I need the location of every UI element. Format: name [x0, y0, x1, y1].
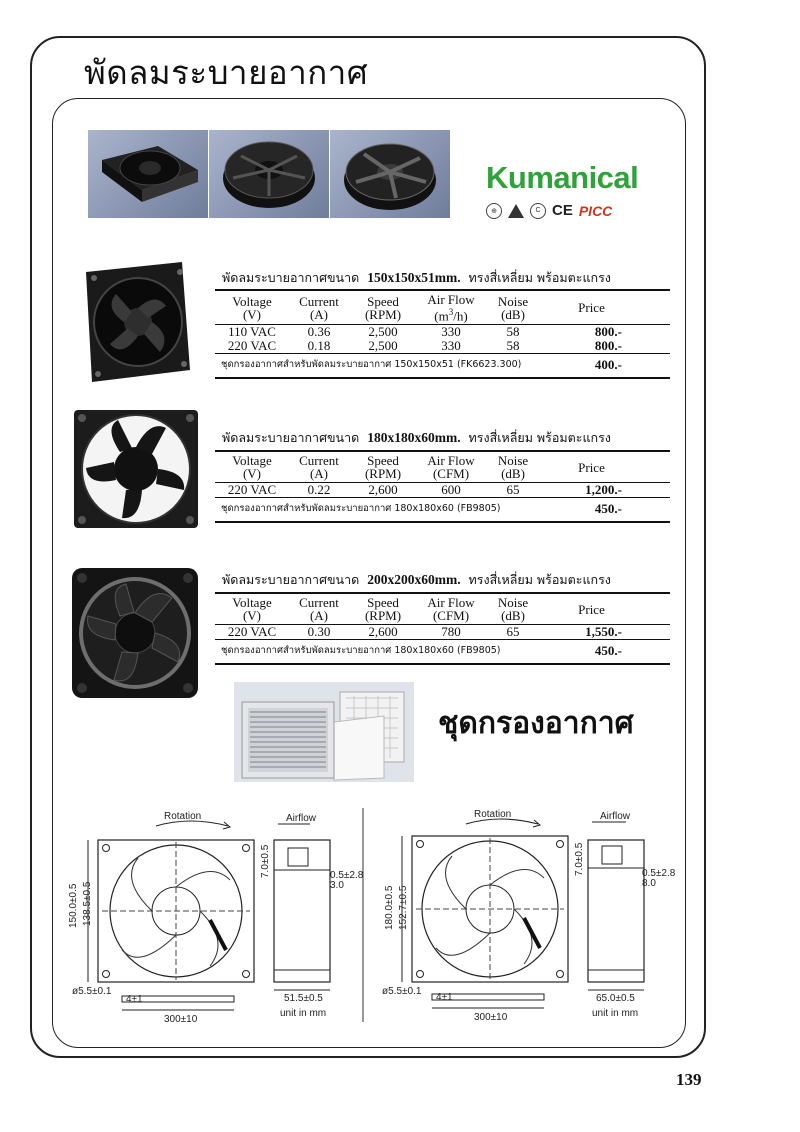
rotation-label: Rotation [474, 809, 512, 820]
fan-photo-200 [68, 564, 202, 702]
filter-kit-heading: ชุดกรองอากาศ [438, 706, 634, 741]
hole-diameter: ø5.5±0.1 [382, 986, 422, 997]
filter-accessory-row: ชุดกรองอากาศสำหรับพัดลมระบายอากาศ 180x180x60 (FB9805) 450.- [215, 498, 670, 523]
technical-drawings [60, 800, 680, 1030]
ce-mark: CE [552, 202, 573, 219]
rotation-label: Rotation [164, 811, 202, 822]
spec-table-180 [215, 450, 670, 523]
col-speed: Speed (RPM) [364, 453, 402, 481]
fan-photo-180 [70, 406, 202, 532]
depth-dimension: 51.5±0.5 [284, 993, 323, 1004]
col-current: Current (A) [299, 595, 339, 623]
col-voltage: Voltage (V) [232, 293, 272, 322]
drawing-150 [68, 811, 364, 1025]
col-voltage: Voltage (V) [232, 595, 272, 623]
filter-accessory-row: ชุดกรองอากาศสำหรับพัดลมระบายอากาศ 150x150x51 (FK6623.300) 400.- [215, 354, 670, 379]
col-price: Price [578, 300, 605, 316]
product-title-prefix: พัดลมระบายอากาศขนาด [222, 270, 360, 285]
fan-photo-square [88, 130, 208, 218]
filter-accessory-row: ชุดกรองอากาศสำหรับพัดลมระบายอากาศ 180x180x60 (FB9805) 450.- [215, 640, 670, 665]
lead-label: 4±1 [436, 992, 453, 1003]
col-noise: Noise (dB) [497, 453, 529, 481]
overall-dimension: 180.0±0.5 [384, 885, 395, 930]
top-depth: 7.0±0.5 [260, 844, 271, 878]
side-note-2: 8.0 [642, 878, 656, 889]
brand-name: Kumanical [486, 160, 639, 195]
airflow-label: Airflow [600, 811, 631, 822]
col-price: Price [578, 601, 605, 617]
col-noise: Noise (dB) [497, 595, 529, 623]
lead-length: 300±10 [474, 1012, 508, 1023]
col-noise: Noise (dB) [497, 293, 529, 322]
unit-note: unit in mm [280, 1008, 327, 1019]
brand-logo-block [468, 142, 658, 232]
overall-dimension: 150.0±0.5 [68, 883, 79, 928]
product-size: 150x150x51mm. [367, 270, 461, 285]
fan-photo-round-grille [330, 130, 450, 218]
product-title-suffix: ทรงสี่เหลี่ยม พร้อมตะแกรง [468, 270, 611, 285]
table-row: 220 VAC 0.30 2,600 780 65 1,550.- [215, 625, 670, 640]
col-airflow: Air Flow (CFM) [427, 595, 475, 623]
product-title-200 [222, 570, 611, 590]
filter-kit-photo [234, 682, 414, 782]
spec-table-150 [215, 289, 670, 379]
product-size: 180x180x60mm. [367, 430, 461, 445]
page-title: พัดลมระบายอากาศ [84, 53, 369, 92]
spec-table-200 [215, 592, 670, 665]
depth-dimension: 65.0±0.5 [596, 993, 635, 1004]
product-title-prefix: พัดลมระบายอากาศขนาด [222, 430, 360, 445]
product-title-180 [222, 428, 611, 448]
table-header-row [215, 290, 670, 325]
product-size: 200x200x60mm. [367, 572, 461, 587]
table-header-row [215, 451, 670, 483]
product-title-suffix: ทรงสี่เหลี่ยม พร้อมตะแกรง [468, 430, 611, 445]
side-note-2: 3.0 [330, 880, 344, 891]
hole-diameter: ø5.5±0.1 [72, 986, 112, 997]
hole-span-dimension: 152.7±0.5 [398, 885, 409, 930]
col-voltage: Voltage (V) [232, 453, 272, 481]
tuv-triangle-icon [508, 204, 524, 218]
table-row: 220 VAC 0.18 2,500 330 58 800.- [215, 339, 670, 354]
top-depth: 7.0±0.5 [574, 842, 585, 876]
lead-label: 4±1 [126, 994, 143, 1005]
ccc-cert-icon: C [530, 203, 546, 219]
page-number: 139 [676, 1070, 702, 1089]
certification-row [486, 202, 612, 219]
table-header-row [215, 593, 670, 625]
airflow-label: Airflow [286, 813, 317, 824]
col-current: Current (A) [299, 293, 339, 322]
table-row: 220 VAC 0.22 2,600 600 65 1,200.- [215, 483, 670, 498]
unit-note: unit in mm [592, 1008, 639, 1019]
col-speed: Speed (RPM) [364, 293, 402, 322]
col-airflow: Air Flow $(m^3/h)$ [427, 292, 475, 324]
product-title-150 [222, 268, 611, 288]
hole-span-dimension: 138.5±0.5 [82, 881, 93, 926]
table-row: 110 VAC 0.36 2,500 330 58 800.- [228, 324, 622, 340]
lead-length: 300±10 [164, 1014, 198, 1025]
col-airflow: Air Flow (CFM) [427, 453, 475, 481]
fan-photo-round [209, 130, 329, 218]
picc-mark: PICC [578, 202, 613, 219]
globe-cert-icon: ⊕ [486, 203, 502, 219]
product-title-prefix: พัดลมระบายอากาศขนาด [222, 572, 360, 587]
col-current: Current (A) [299, 453, 339, 481]
col-speed: Speed (RPM) [364, 595, 402, 623]
drawing-180 [382, 809, 676, 1023]
fan-photo-150 [82, 262, 194, 384]
side-note-1: 0.5±2.8 [330, 870, 364, 881]
side-note-1: 0.5±2.8 [642, 868, 676, 879]
col-price: Price [578, 459, 605, 475]
product-title-suffix: ทรงสี่เหลี่ยม พร้อมตะแกรง [468, 572, 611, 587]
